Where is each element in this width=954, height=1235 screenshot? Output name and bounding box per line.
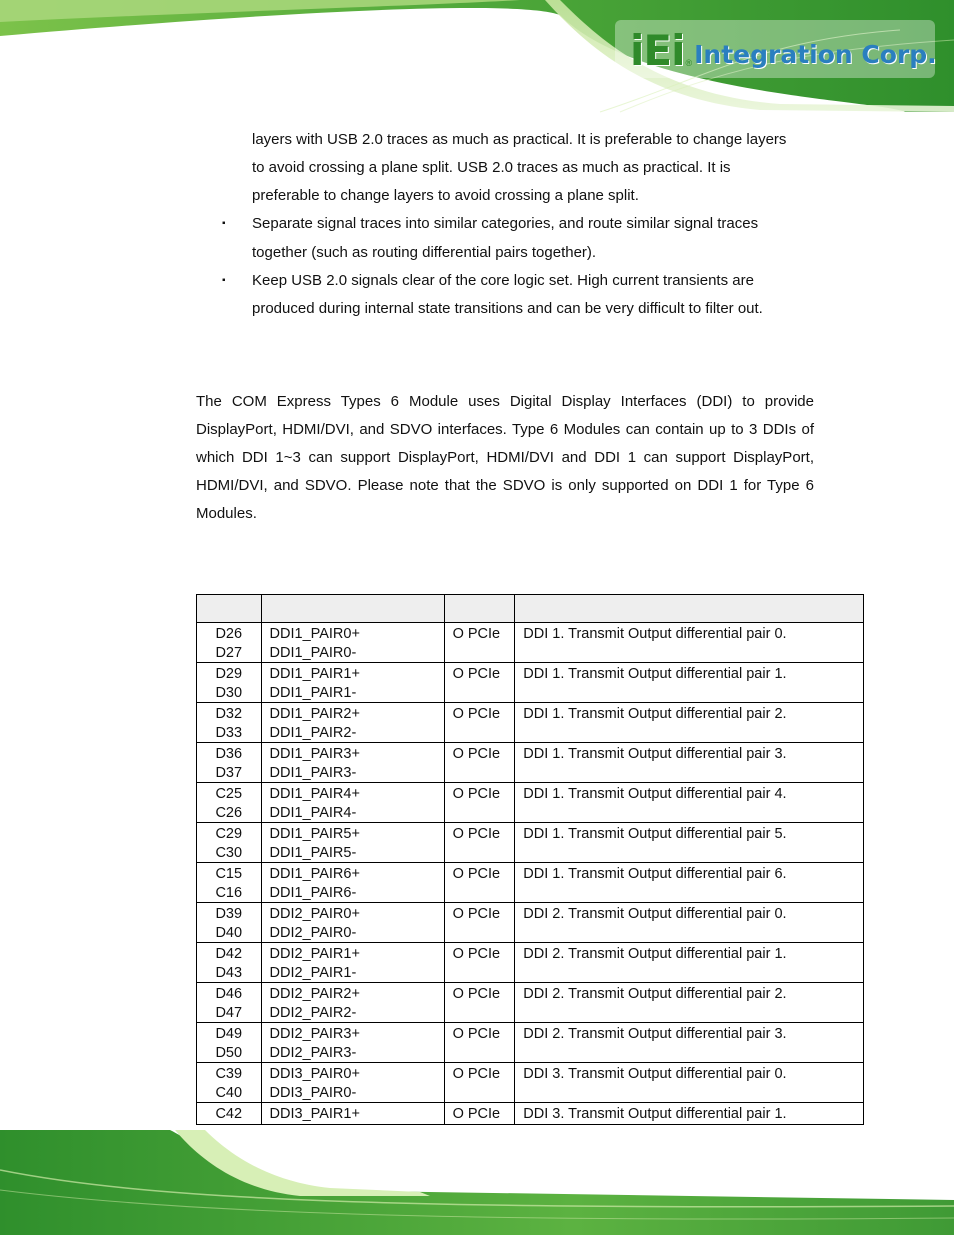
description-cell-text: DDI 1. Transmit Output differential pair 1. xyxy=(523,666,787,682)
logo-text: Integration Corp. xyxy=(694,40,937,69)
type-cell-text: O PCIe xyxy=(452,1106,501,1122)
table-row xyxy=(197,663,864,703)
type-cell-text: O PCIe xyxy=(452,866,501,882)
signal-cell-text: DDI1_PAIR0+ xyxy=(269,626,360,642)
table-row xyxy=(197,943,864,983)
type-cell xyxy=(444,823,515,863)
signal-cell xyxy=(261,703,444,743)
signal-cell xyxy=(261,1023,444,1063)
pin-cell xyxy=(197,783,262,823)
bullet-line: Separate signal traces into similar categories, and route similar signal traces xyxy=(252,215,759,232)
description-cell-text: DDI 1. Transmit Output differential pair 5. xyxy=(523,826,787,842)
signal-cell-text: DDI1_PAIR2+ xyxy=(269,706,360,722)
signal-cell xyxy=(261,983,444,1023)
type-cell xyxy=(444,983,515,1023)
pin-cell-text: C26 xyxy=(215,804,243,821)
pin-cell xyxy=(197,1103,262,1125)
signal-cell-text: DDI2_PAIR2- xyxy=(269,1004,357,1021)
bullet-icon: ▪ xyxy=(222,218,226,229)
signal-cell-text: DDI1_PAIR6+ xyxy=(269,866,360,882)
type-cell xyxy=(444,743,515,783)
pin-cell-text: D33 xyxy=(215,724,243,741)
signal-cell-text: DDI2_PAIR3- xyxy=(269,1044,357,1061)
table-header-cell xyxy=(197,595,262,623)
pin-cell-text: D47 xyxy=(215,1004,243,1021)
pin-cell-text: D37 xyxy=(215,764,243,781)
description-cell xyxy=(515,703,864,743)
signal-cell-text: DDI2_PAIR1+ xyxy=(269,946,360,962)
pin-cell xyxy=(197,823,262,863)
pin-cell-text: D43 xyxy=(215,964,243,981)
description-cell-text: DDI 2. Transmit Output differential pair 2. xyxy=(523,986,787,1002)
signal-cell-text: DDI1_PAIR4- xyxy=(269,804,357,821)
pin-cell-text: D40 xyxy=(215,924,243,941)
footer-banner xyxy=(0,1130,954,1235)
description-cell xyxy=(515,783,864,823)
pin-cell xyxy=(197,1063,262,1103)
description-cell xyxy=(515,823,864,863)
pin-cell-text: D26 xyxy=(215,626,243,642)
type-cell xyxy=(444,1103,515,1125)
table-row xyxy=(197,743,864,783)
signal-cell-text: DDI3_PAIR0- xyxy=(269,1084,357,1101)
pin-cell xyxy=(197,743,262,783)
signal-cell xyxy=(261,863,444,903)
ddi-signal-table xyxy=(196,594,864,1125)
type-cell-text: O PCIe xyxy=(452,666,501,682)
pin-cell xyxy=(197,863,262,903)
description-cell-text: DDI 2. Transmit Output differential pair 1. xyxy=(523,946,787,962)
bullet-line: produced during internal state transitions and can be very difficult to filter out. xyxy=(252,300,763,317)
ddi-description-paragraph: The COM Express Types 6 Module uses Digital Display Interfaces (DDI) to provide DisplayPort, HDMI/DVI, and SDVO interfaces. Type 6 Modules can contain up to 3 DDIs of which DDI 1~3 can support DisplayPort, HDMI/DVI and DDI 1 can support DisplayPort, HDMI/DVI, and SDVO. Please note that the SDVO is only supported on DDI 1 for Type 6 Modules. xyxy=(196,393,814,522)
signal-cell xyxy=(261,1103,444,1125)
signal-cell xyxy=(261,663,444,703)
company-logo xyxy=(630,26,937,75)
pin-cell-text: D50 xyxy=(215,1044,243,1061)
type-cell-text: O PCIe xyxy=(452,746,501,762)
type-cell-text: O PCIe xyxy=(452,1066,501,1082)
description-cell-text: DDI 3. Transmit Output differential pair 0. xyxy=(523,1066,787,1082)
type-cell xyxy=(444,703,515,743)
signal-cell-text: DDI1_PAIR4+ xyxy=(269,786,360,802)
signal-cell xyxy=(261,783,444,823)
pin-cell xyxy=(197,623,262,663)
table-row xyxy=(197,823,864,863)
type-cell xyxy=(444,783,515,823)
description-cell-text: DDI 1. Transmit Output differential pair 0. xyxy=(523,626,787,642)
signal-cell-text: DDI1_PAIR5+ xyxy=(269,826,360,842)
pin-cell-text: D29 xyxy=(215,666,243,682)
table-row xyxy=(197,623,864,663)
pin-cell-text: C15 xyxy=(215,866,243,882)
signal-cell xyxy=(261,943,444,983)
pin-cell-text: D36 xyxy=(215,746,243,762)
signal-cell-text: DDI1_PAIR2- xyxy=(269,724,357,741)
table-row xyxy=(197,1063,864,1103)
signal-cell-text: DDI2_PAIR0- xyxy=(269,924,357,941)
description-cell xyxy=(515,903,864,943)
pin-cell-text: D32 xyxy=(215,706,243,722)
signal-cell-text: DDI1_PAIR0- xyxy=(269,644,357,661)
signal-cell-text: DDI1_PAIR5- xyxy=(269,844,357,861)
type-cell xyxy=(444,663,515,703)
pin-cell xyxy=(197,943,262,983)
signal-cell xyxy=(261,823,444,863)
pin-cell-text: C40 xyxy=(215,1084,243,1101)
signal-cell xyxy=(261,623,444,663)
description-cell xyxy=(515,943,864,983)
continued-line: layers with USB 2.0 traces as much as practical. It is preferable to change layers xyxy=(252,131,787,148)
signal-cell xyxy=(261,1063,444,1103)
type-cell-text: O PCIe xyxy=(452,946,501,962)
signal-cell-text: DDI1_PAIR6- xyxy=(269,884,357,901)
signal-cell-text: DDI2_PAIR3+ xyxy=(269,1026,360,1042)
type-cell-text: O PCIe xyxy=(452,826,501,842)
description-cell-text: DDI 1. Transmit Output differential pair 4. xyxy=(523,786,787,802)
pin-cell-text: D30 xyxy=(215,684,243,701)
pin-cell-text: C39 xyxy=(215,1066,243,1082)
table-row xyxy=(197,1103,864,1125)
type-cell xyxy=(444,623,515,663)
table-row xyxy=(197,1023,864,1063)
description-cell xyxy=(515,623,864,663)
signal-cell-text: DDI3_PAIR1+ xyxy=(269,1106,360,1122)
signal-cell-text: DDI1_PAIR3+ xyxy=(269,746,360,762)
table-header-cell xyxy=(515,595,864,623)
signal-cell-text: DDI2_PAIR0+ xyxy=(269,906,360,922)
type-cell xyxy=(444,943,515,983)
table-header-cell xyxy=(261,595,444,623)
signal-cell-text: DDI1_PAIR1- xyxy=(269,684,357,701)
type-cell-text: O PCIe xyxy=(452,1026,501,1042)
bullet-line: Keep USB 2.0 signals clear of the core logic set. High current transients are xyxy=(252,272,754,289)
signal-cell-text: DDI3_PAIR0+ xyxy=(269,1066,360,1082)
table-row xyxy=(197,703,864,743)
footer-green-swoosh xyxy=(0,1130,954,1235)
signal-cell-text: DDI2_PAIR2+ xyxy=(269,986,360,1002)
pin-cell xyxy=(197,703,262,743)
table-row xyxy=(197,863,864,903)
type-cell-text: O PCIe xyxy=(452,986,501,1002)
table-body xyxy=(197,623,864,1125)
pin-cell xyxy=(197,903,262,943)
signal-cell xyxy=(261,743,444,783)
description-cell xyxy=(515,1103,864,1125)
description-cell xyxy=(515,663,864,703)
description-cell xyxy=(515,863,864,903)
type-cell-text: O PCIe xyxy=(452,906,501,922)
pin-cell-text: D27 xyxy=(215,644,243,661)
pin-cell-text: C30 xyxy=(215,844,243,861)
continued-line: to avoid crossing a plane split. USB 2.0 traces as much as practical. It is xyxy=(252,159,731,176)
bullet-line: together (such as routing differential pairs together). xyxy=(252,244,597,261)
type-cell-text: O PCIe xyxy=(452,626,501,642)
table-row xyxy=(197,783,864,823)
pin-cell xyxy=(197,663,262,703)
description-cell-text: DDI 3. Transmit Output differential pair 1. xyxy=(523,1106,787,1122)
description-cell-text: DDI 1. Transmit Output differential pair 2. xyxy=(523,706,787,722)
description-cell xyxy=(515,983,864,1023)
pin-cell-text: C16 xyxy=(215,884,243,901)
description-cell xyxy=(515,1063,864,1103)
signal-cell-text: DDI1_PAIR1+ xyxy=(269,666,360,682)
pin-cell-text: C29 xyxy=(215,826,243,842)
description-cell-text: DDI 1. Transmit Output differential pair 6. xyxy=(523,866,787,882)
table-row xyxy=(197,903,864,943)
type-cell xyxy=(444,1063,515,1103)
description-cell-text: DDI 2. Transmit Output differential pair 3. xyxy=(523,1026,787,1042)
table-header-cell xyxy=(444,595,515,623)
signal-cell-text: DDI2_PAIR1- xyxy=(269,964,357,981)
pin-cell xyxy=(197,1023,262,1063)
description-cell xyxy=(515,1023,864,1063)
pin-cell-text: D46 xyxy=(215,986,243,1002)
pin-cell-text: D49 xyxy=(215,1026,243,1042)
type-cell-text: O PCIe xyxy=(452,706,501,722)
type-cell xyxy=(444,863,515,903)
type-cell xyxy=(444,1023,515,1063)
table-header-row xyxy=(197,595,864,623)
pin-cell-text: C25 xyxy=(215,786,243,802)
bullet-icon: ▪ xyxy=(222,275,226,286)
pin-cell xyxy=(197,983,262,1023)
pin-cell-text: D42 xyxy=(215,946,243,962)
description-cell xyxy=(515,743,864,783)
pin-cell-text: D39 xyxy=(215,906,243,922)
type-cell-text: O PCIe xyxy=(452,786,501,802)
signal-cell-text: DDI1_PAIR3- xyxy=(269,764,357,781)
pin-cell-text: C42 xyxy=(215,1106,243,1122)
logo-mark: iEi xyxy=(630,26,685,75)
description-cell-text: DDI 2. Transmit Output differential pair 0. xyxy=(523,906,787,922)
table-row xyxy=(197,983,864,1023)
description-cell-text: DDI 1. Transmit Output differential pair 3. xyxy=(523,746,787,762)
type-cell xyxy=(444,903,515,943)
continued-line: preferable to change layers to avoid crossing a plane split. xyxy=(252,187,639,204)
header-banner xyxy=(0,0,954,115)
signal-cell xyxy=(261,903,444,943)
logo-registered-mark: ® xyxy=(685,58,693,68)
